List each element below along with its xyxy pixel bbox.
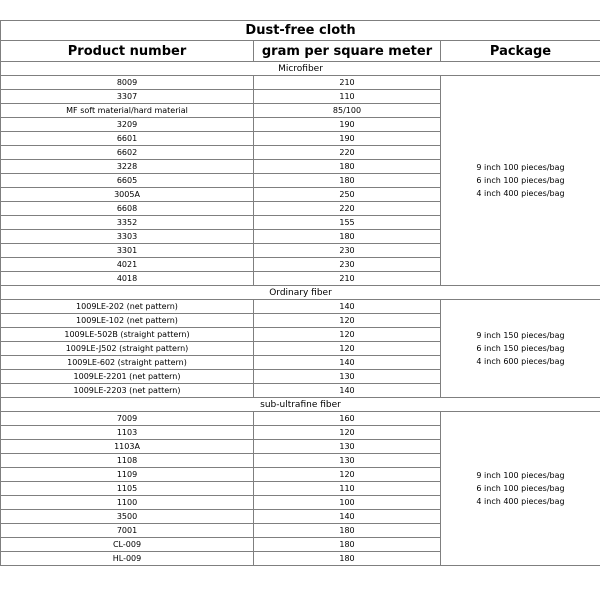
package-cell xyxy=(441,300,600,398)
product-number-cell: 4021 xyxy=(1,258,254,272)
gsm-cell: 220 xyxy=(254,146,441,160)
gsm-cell: 120 xyxy=(254,328,441,342)
product-number-cell: 3307 xyxy=(1,90,254,104)
title-row xyxy=(1,21,600,41)
table-row xyxy=(1,412,600,426)
product-number-cell: 7001 xyxy=(1,524,254,538)
gsm-cell: 155 xyxy=(254,216,441,230)
gsm-cell: 160 xyxy=(254,412,441,426)
package-line: 9 inch 150 pieces/bag xyxy=(476,331,565,340)
product-number-cell: 1103A xyxy=(1,440,254,454)
product-number-cell: 6601 xyxy=(1,132,254,146)
gsm-cell: 120 xyxy=(254,426,441,440)
product-number-cell: 1009LE-602 (straight pattern) xyxy=(1,356,254,370)
table-title: Dust-free cloth xyxy=(1,21,600,41)
product-number-cell: HL-009 xyxy=(1,552,254,566)
product-number-cell: 1100 xyxy=(1,496,254,510)
section-name: sub-ultrafine fiber xyxy=(1,398,600,412)
gsm-cell: 210 xyxy=(254,76,441,90)
gsm-cell: 230 xyxy=(254,244,441,258)
gsm-cell: 180 xyxy=(254,524,441,538)
product-number-cell: 1105 xyxy=(1,482,254,496)
section-name: Microfiber xyxy=(1,62,600,76)
table-row xyxy=(1,76,600,90)
product-number-cell: 6602 xyxy=(1,146,254,160)
gsm-cell: 190 xyxy=(254,118,441,132)
gsm-cell: 130 xyxy=(254,440,441,454)
product-number-cell: 3209 xyxy=(1,118,254,132)
package-line: 6 inch 100 pieces/bag xyxy=(476,176,565,185)
product-number-cell: 1009LE-2203 (net pattern) xyxy=(1,384,254,398)
section-header-row xyxy=(1,398,600,412)
product-number-cell: 1103 xyxy=(1,426,254,440)
gsm-cell: 110 xyxy=(254,90,441,104)
gsm-cell: 140 xyxy=(254,384,441,398)
gsm-cell: 180 xyxy=(254,174,441,188)
section-header-row xyxy=(1,286,600,300)
product-number-cell: 1009LE-102 (net pattern) xyxy=(1,314,254,328)
product-number-cell: 1109 xyxy=(1,468,254,482)
gsm-cell: 250 xyxy=(254,188,441,202)
spec-table-wrapper xyxy=(0,20,600,566)
gsm-cell: 140 xyxy=(254,300,441,314)
gsm-cell: 110 xyxy=(254,482,441,496)
product-number-cell: 7009 xyxy=(1,412,254,426)
product-number-cell: 3005A xyxy=(1,188,254,202)
header-row xyxy=(1,41,600,62)
package-cell xyxy=(441,412,600,566)
header-product-number: Product number xyxy=(1,41,254,62)
package-line: 4 inch 600 pieces/bag xyxy=(476,357,565,366)
package-cell xyxy=(441,76,600,286)
product-number-cell: 8009 xyxy=(1,76,254,90)
package-line: 9 inch 100 pieces/bag xyxy=(476,163,565,172)
product-number-cell: 6605 xyxy=(1,174,254,188)
package-line: 6 inch 150 pieces/bag xyxy=(476,344,565,353)
product-number-cell: 1009LE-J502 (straight pattern) xyxy=(1,342,254,356)
gsm-cell: 210 xyxy=(254,272,441,286)
gsm-cell: 220 xyxy=(254,202,441,216)
gsm-cell: 120 xyxy=(254,468,441,482)
dust-free-cloth-table xyxy=(0,20,600,566)
section-name: Ordinary fiber xyxy=(1,286,600,300)
gsm-cell: 180 xyxy=(254,538,441,552)
header-gram-per-square-meter: gram per square meter xyxy=(254,41,441,62)
gsm-cell: 85/100 xyxy=(254,104,441,118)
package-line: 9 inch 100 pieces/bag xyxy=(476,471,565,480)
product-number-cell: 6608 xyxy=(1,202,254,216)
product-number-cell: 3500 xyxy=(1,510,254,524)
gsm-cell: 230 xyxy=(254,258,441,272)
product-number-cell: 1108 xyxy=(1,454,254,468)
gsm-cell: 100 xyxy=(254,496,441,510)
table-row xyxy=(1,300,600,314)
package-line: 4 inch 400 pieces/bag xyxy=(476,497,565,506)
package-line: 4 inch 400 pieces/bag xyxy=(476,189,565,198)
product-number-cell: 1009LE-2201 (net pattern) xyxy=(1,370,254,384)
gsm-cell: 120 xyxy=(254,342,441,356)
gsm-cell: 190 xyxy=(254,132,441,146)
product-number-cell: MF soft material/hard material xyxy=(1,104,254,118)
product-number-cell: 3303 xyxy=(1,230,254,244)
product-number-cell: 4018 xyxy=(1,272,254,286)
product-number-cell: 3301 xyxy=(1,244,254,258)
package-line: 6 inch 100 pieces/bag xyxy=(476,484,565,493)
gsm-cell: 180 xyxy=(254,230,441,244)
gsm-cell: 180 xyxy=(254,552,441,566)
gsm-cell: 120 xyxy=(254,314,441,328)
product-number-cell: 1009LE-502B (straight pattern) xyxy=(1,328,254,342)
header-package: Package xyxy=(441,41,600,62)
gsm-cell: 130 xyxy=(254,370,441,384)
gsm-cell: 180 xyxy=(254,160,441,174)
product-number-cell: 3228 xyxy=(1,160,254,174)
gsm-cell: 140 xyxy=(254,356,441,370)
gsm-cell: 140 xyxy=(254,510,441,524)
product-number-cell: 1009LE-202 (net pattern) xyxy=(1,300,254,314)
gsm-cell: 130 xyxy=(254,454,441,468)
product-number-cell: CL-009 xyxy=(1,538,254,552)
section-header-row xyxy=(1,62,600,76)
product-number-cell: 3352 xyxy=(1,216,254,230)
